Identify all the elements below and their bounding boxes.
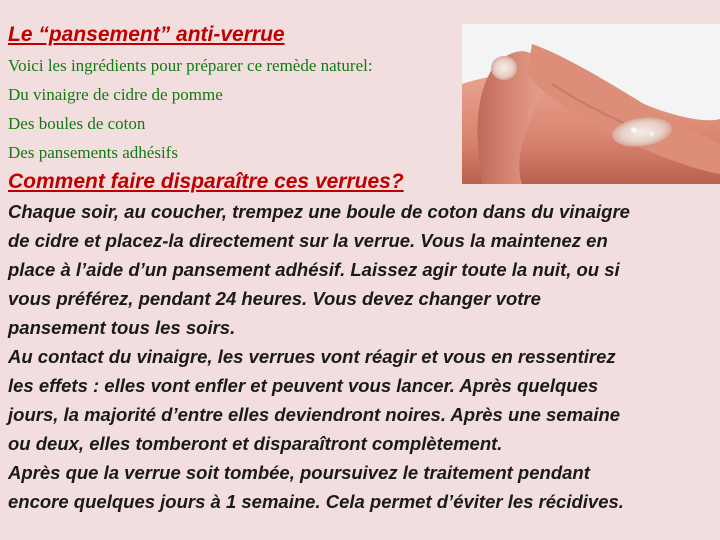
body-text-line: Chaque soir, au coucher, trempez une boule de coton dans du vinaigre: [8, 201, 630, 222]
ingredient-item: Des pansements adhésifs: [8, 143, 178, 162]
body-text-line: place à l’aide d’un pansement adhésif. Laissez agir toute la nuit, ou si: [8, 259, 620, 280]
body-text-line: Au contact du vinaigre, les verrues vont réagir et vous en ressentirez: [8, 346, 616, 367]
page-title: Le “pansement” anti-verrue: [8, 23, 285, 46]
ingredient-item: Du vinaigre de cidre de pomme: [8, 85, 223, 104]
section-heading: Comment faire disparaître ces verrues?: [8, 170, 404, 193]
body-text-line: ou deux, elles tomberont et disparaîtront complètement.: [8, 433, 503, 454]
wart-hand-photo: [462, 24, 720, 184]
intro-text: Voici les ingrédients pour préparer ce remède naturel:: [8, 56, 373, 75]
hand-illustration: [462, 24, 720, 184]
body-text-line: jours, la majorité d’entre elles deviendront noires. Après une semaine: [8, 404, 621, 425]
body-text-line: pansement tous les soirs.: [8, 317, 236, 338]
body-text-line: vous préférez, pendant 24 heures. Vous devez changer votre: [8, 288, 541, 309]
body-text-line: Après que la verrue soit tombée, poursuivez le traitement pendant: [8, 462, 590, 483]
body-text-line: les effets : elles vont enfler et peuvent vous lancer. Après quelques: [8, 375, 599, 396]
body-text-line: encore quelques jours à 1 semaine. Cela permet d’éviter les récidives.: [8, 491, 624, 512]
body-text-line: de cidre et placez-la directement sur la verrue. Vous la maintenez en: [8, 230, 608, 251]
ingredient-item: Des boules de coton: [8, 114, 146, 133]
